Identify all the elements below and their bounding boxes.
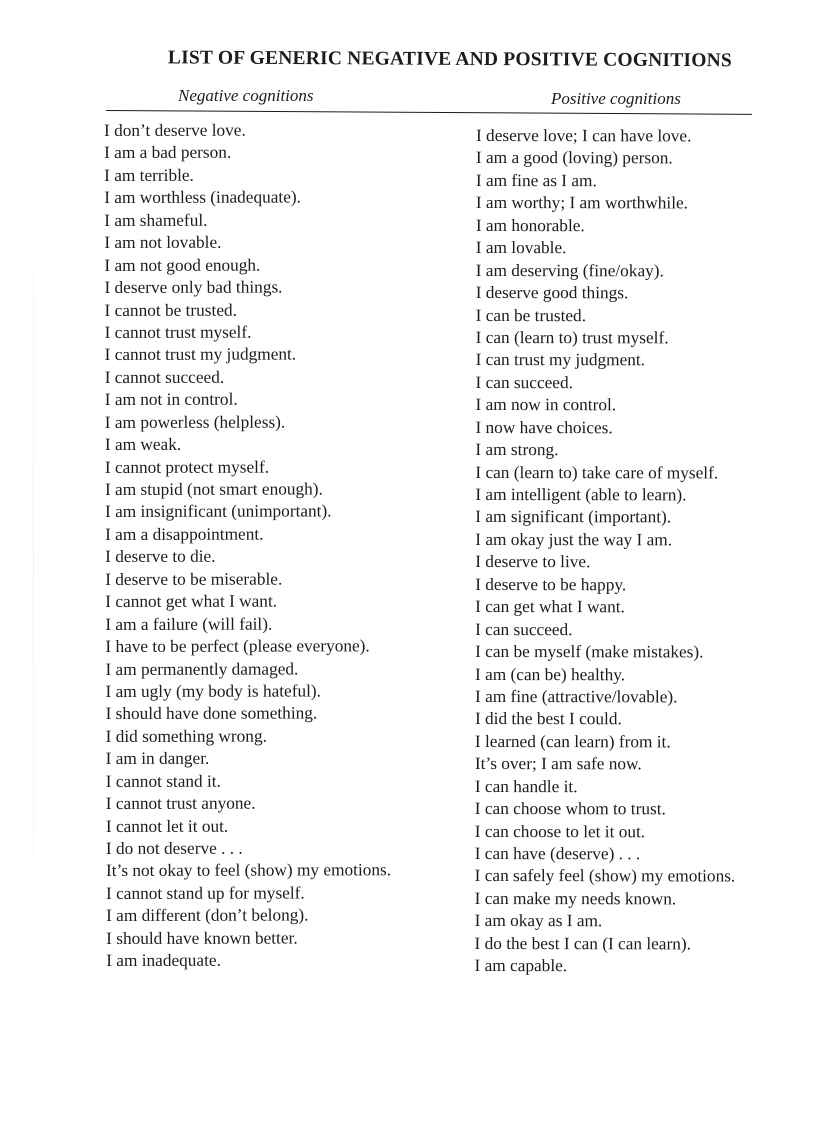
positive-cognition-item: I deserve love; I can have love. [475, 126, 692, 146]
positive-cognition-item: I am a good (loving) person. [475, 148, 673, 168]
positive-cognition-item: I am fine (attractive/lovable). [474, 686, 678, 707]
negative-cognition-item: I am stupid (not smart enough). [104, 479, 323, 499]
page-title: LIST OF GENERIC NEGATIVE AND POSITIVE COGNITIONS [167, 47, 733, 72]
positive-cognition-item: I am lovable. [475, 238, 567, 258]
negative-cognition-item: I am worthless (inadequate). [104, 187, 301, 208]
negative-cognition-item: It’s not okay to feel (show) my emotions. [105, 860, 392, 881]
header-divider [106, 110, 752, 115]
positive-cognition-item: I can (learn to) take care of myself. [475, 462, 719, 482]
negative-cognition-item: I cannot be trusted. [104, 300, 237, 320]
negative-cognition-item: I cannot let it out. [105, 816, 229, 836]
positive-cognition-item: I am worthy; I am worthwhile. [475, 193, 689, 213]
negative-cognition-item: I am a bad person. [104, 143, 232, 163]
positive-cognition-item: I can make my needs known. [474, 888, 677, 909]
positive-cognition-item: I now have choices. [475, 417, 613, 437]
positive-cognition-item: I deserve to be happy. [475, 574, 627, 595]
positive-cognition-item: I am fine as I am. [475, 170, 597, 191]
positive-cognition-item: I deserve to live. [475, 552, 591, 572]
positive-cognitions-list [475, 125, 737, 978]
positive-cognition-item: I am now in control. [475, 395, 617, 415]
positive-cognition-item: I can handle it. [474, 776, 578, 796]
negative-cognition-item: I am not lovable. [104, 232, 222, 253]
negative-cognition-item: I am not good enough. [104, 255, 261, 275]
positive-cognition-item: I am significant (important). [475, 507, 672, 527]
negative-cognition-item: I cannot stand it. [105, 771, 221, 791]
negative-cognition-item: I should have done something. [105, 703, 318, 724]
negative-cognition-item: I have to be perfect (please everyone). [105, 636, 370, 657]
positive-cognition-item: I do the best I can (I can learn). [474, 933, 691, 954]
negative-cognition-item: I deserve to be miserable. [105, 569, 283, 589]
negative-cognition-item: I am insignificant (unimportant). [105, 501, 332, 522]
positive-column-header: Positive cognitions [551, 89, 681, 108]
positive-cognition-item: It’s over; I am safe now. [474, 754, 642, 774]
positive-cognition-item: I am (can be) healthy. [475, 664, 626, 684]
negative-cognition-item: I am different (don’t belong). [106, 905, 309, 926]
positive-cognition-item: I am okay just the way I am. [475, 529, 673, 550]
positive-cognition-item: I can safely feel (show) my emotions. [474, 866, 736, 886]
positive-cognition-item: I can be myself (make mistakes). [475, 642, 704, 662]
negative-cognition-item: I deserve only bad things. [104, 277, 283, 298]
negative-cognition-item: I should have known better. [106, 928, 298, 948]
positive-cognition-item: I am okay as I am. [474, 911, 603, 931]
negative-cognition-item: I am powerless (helpless). [104, 412, 286, 432]
negative-cognition-item: I cannot trust myself. [104, 322, 252, 342]
negative-cognition-item: I don’t deserve love. [104, 120, 246, 140]
negative-cognition-item: I cannot succeed. [104, 367, 225, 387]
negative-cognition-item: I cannot trust my judgment. [104, 344, 297, 365]
negative-cognition-item: I am terrible. [104, 165, 194, 185]
positive-cognition-item: I can have (deserve) . . . [474, 843, 641, 864]
positive-cognition-item: I can trust my judgment. [475, 350, 646, 370]
negative-cognition-item: I am permanently damaged. [105, 658, 299, 679]
positive-cognition-item: I can succeed. [475, 619, 573, 639]
positive-cognition-item: I can succeed. [475, 372, 573, 392]
positive-cognition-item: I learned (can learn) from it. [474, 731, 671, 752]
negative-cognition-item: I deserve to die. [105, 547, 216, 567]
negative-cognition-item: I am not in control. [104, 389, 238, 410]
positive-cognition-item: I can choose to let it out. [474, 821, 646, 841]
positive-cognition-item: I can (learn to) trust myself. [475, 327, 669, 348]
positive-cognition-item: I can choose whom to trust. [474, 799, 666, 819]
positive-cognition-item: I did the best I could. [474, 709, 622, 729]
negative-cognition-item: I am weak. [104, 434, 182, 455]
positive-cognition-item: I can get what I want. [475, 597, 625, 617]
negative-column-header: Negative cognitions [178, 86, 314, 105]
negative-cognition-item: I am shameful. [104, 210, 208, 230]
negative-cognitions-list [104, 119, 391, 972]
negative-cognition-item: I cannot stand up for myself. [105, 883, 305, 903]
positive-cognition-item: I deserve good things. [475, 283, 629, 303]
negative-cognition-item: I am inadequate. [106, 950, 221, 971]
negative-cognition-item: I cannot trust anyone. [105, 793, 256, 814]
negative-cognition-item: I cannot get what I want. [105, 591, 278, 612]
negative-cognition-item: I do not deserve . . . [105, 838, 243, 858]
positive-cognition-item: I am strong. [475, 440, 559, 460]
positive-cognition-item: I am capable. [474, 956, 568, 976]
positive-cognition-item: I can be trusted. [475, 305, 587, 325]
positive-cognition-item: I am intelligent (able to learn). [475, 484, 687, 505]
negative-cognition-item: I did something wrong. [105, 726, 267, 746]
positive-cognition-item: I am honorable. [475, 215, 585, 235]
positive-cognition-item: I am deserving (fine/okay). [475, 260, 664, 280]
page-edge-shadow [33, 90, 34, 1040]
negative-cognition-item: I am in danger. [105, 748, 210, 769]
negative-cognition-item: I am a disappointment. [105, 524, 264, 544]
negative-cognition-item: I am a failure (will fail). [105, 614, 273, 634]
negative-cognition-item: I cannot protect myself. [104, 457, 270, 477]
negative-cognition-item: I am ugly (my body is hateful). [105, 681, 322, 701]
